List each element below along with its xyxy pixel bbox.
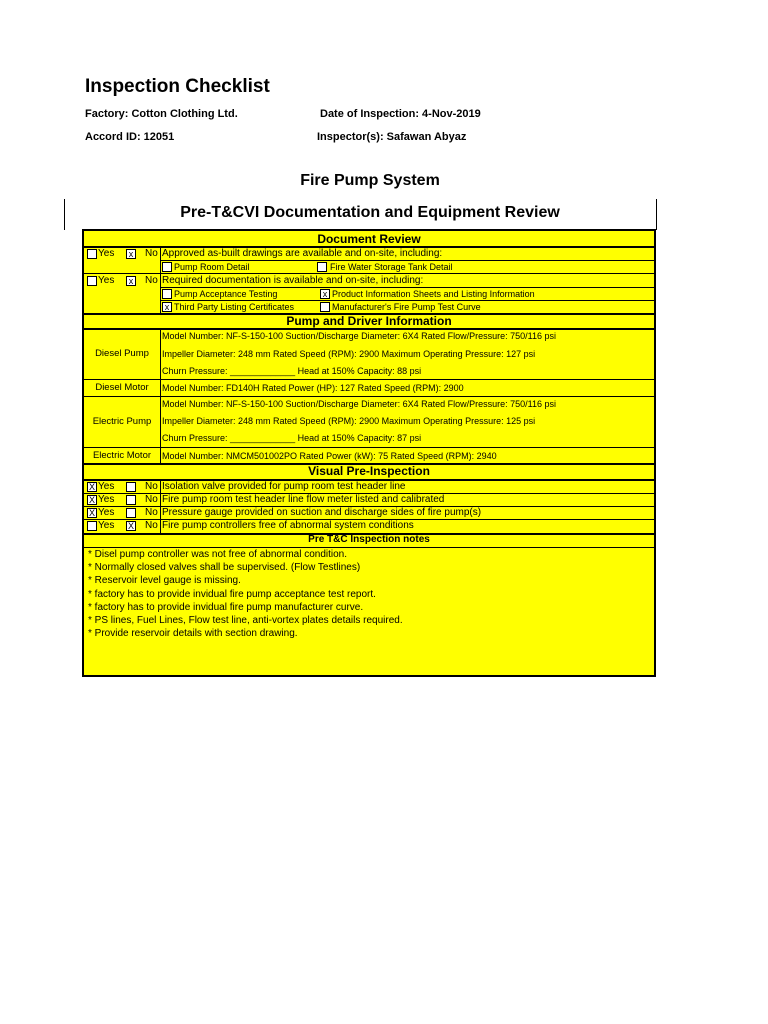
vpi-row4-text: Fire pump controllers free of abnormal system conditions [162, 520, 414, 531]
listing-cert-label: Third Party Listing Certificates [174, 302, 295, 312]
inspection-date: Date of Inspection: 4-Nov-2019 [320, 108, 481, 120]
note-line: * factory has to provide invidual fire pump manufacturer curve. [88, 601, 364, 613]
diesel-pump-label: Diesel Pump [95, 348, 149, 359]
vpi-row4-yes-checkbox[interactable] [87, 521, 97, 531]
electric-pump-line2: Impeller Diameter: 248 mm Rated Speed (RPM): 2900 Maximum Operating Pressure: 125 psi [162, 416, 536, 426]
no-label: No [145, 481, 158, 492]
pump-room-detail-checkbox[interactable] [162, 262, 172, 272]
diesel-motor-label: Diesel Motor [95, 382, 149, 393]
visual-pre-inspection-heading: Visual Pre-Inspection [308, 464, 430, 478]
listing-cert-checkbox[interactable]: x [162, 302, 172, 312]
notes-list [88, 548, 403, 640]
notes-heading: Pre T&C Inspection notes [308, 534, 430, 545]
vpi-row2-text: Fire pump room test header line flow meter listed and calibrated [162, 494, 445, 505]
row2-no-checkbox[interactable]: x [126, 276, 136, 286]
acceptance-testing-label: Pump Acceptance Testing [174, 289, 278, 299]
divider [84, 396, 654, 397]
no-label: No [145, 507, 158, 518]
document-review-heading: Document Review [317, 232, 421, 246]
column-divider [160, 328, 161, 463]
note-line: * Reservoir level gauge is missing. [88, 575, 241, 587]
yes-label: Yes [98, 481, 115, 492]
pump-driver-heading: Pump and Driver Information [286, 314, 452, 328]
note-line: * Disel pump controller was not free of abnormal condition. [88, 549, 348, 560]
system-title: Fire Pump System [300, 172, 440, 189]
electric-motor-line1: Model Number: NMCM501002PO Rated Power (kW): 75 Rated Speed (RPM): 2940 [162, 451, 497, 461]
inspectors: Inspector(s): Safawan Abyaz [317, 131, 467, 143]
row2-yes-checkbox[interactable] [87, 276, 97, 286]
electric-pump-label: Electric Pump [92, 416, 152, 427]
vpi-row3-text: Pressure gauge provided on suction and discharge sides of fire pump(s) [162, 507, 482, 518]
vpi-row2-yes-checkbox[interactable]: X [88, 495, 95, 505]
vpi-row1-text: Isolation valve provided for pump room test header line [162, 481, 406, 492]
divider [84, 447, 654, 448]
divider [84, 379, 654, 380]
row1-question: Approved as-built drawings are available and on-site, including: [162, 248, 443, 259]
row2-question: Required documentation is available and on-site, including: [162, 275, 424, 286]
no-label: No [145, 494, 158, 505]
row1-no-checkbox[interactable]: x [126, 249, 136, 259]
test-curve-label: Manufacturer's Fire Pump Test Curve [332, 302, 481, 312]
note-line: * Provide reservoir details with section drawing. [88, 628, 298, 640]
column-divider [160, 246, 161, 314]
diesel-pump-line1: Model Number: NF-S-150-100 Suction/Discharge Diameter: 6X4 Rated Flow/Pressure: 750/116 psi [162, 331, 557, 341]
vpi-row3-yes-checkbox[interactable]: X [88, 508, 95, 518]
vpi-row3-no-checkbox[interactable] [126, 508, 136, 518]
storage-tank-detail-checkbox[interactable] [317, 262, 327, 272]
electric-pump-line1: Model Number: NF-S-150-100 Suction/Discharge Diameter: 6X4 Rated Flow/Pressure: 750/116 psi [162, 399, 557, 409]
yes-label: Yes [98, 494, 115, 505]
divider [84, 273, 654, 274]
diesel-pump-line2: Impeller Diameter: 248 mm Rated Speed (RPM): 2900 Maximum Operating Pressure: 127 psi [162, 349, 536, 359]
vpi-row2-no-checkbox[interactable] [126, 495, 136, 505]
electric-motor-label: Electric Motor [92, 450, 152, 461]
storage-tank-detail-label: Fire Water Storage Tank Detail [330, 262, 453, 272]
no-label: No [145, 275, 158, 286]
page-title: Inspection Checklist [85, 76, 270, 97]
acceptance-testing-checkbox[interactable] [162, 289, 172, 299]
accord-id: Accord ID: 12051 [85, 131, 175, 143]
vpi-row1-no-checkbox[interactable] [126, 482, 136, 492]
diesel-pump-line3: Churn Pressure: _____________ Head at 150% Capacity: 88 psi [162, 366, 422, 376]
note-line: * Normally closed valves shall be supervised. (Flow Testlines) [88, 562, 361, 574]
yes-label: Yes [98, 275, 115, 286]
section-subtitle: Pre-T&CVI Documentation and Equipment Review [180, 204, 560, 221]
product-info-checkbox[interactable]: x [320, 289, 330, 299]
yes-label: Yes [98, 507, 115, 518]
no-label: No [145, 248, 158, 259]
product-info-label: Product Information Sheets and Listing Information [332, 289, 535, 299]
vpi-row4-no-checkbox[interactable]: X [127, 521, 134, 531]
note-line: * factory has to provide invidual fire pump acceptance test report. [88, 588, 376, 600]
vpi-row1-yes-checkbox[interactable]: X [88, 482, 95, 492]
column-divider [160, 479, 161, 533]
row1-yes-checkbox[interactable] [87, 249, 97, 259]
yes-label: Yes [98, 248, 115, 259]
factory-label: Factory: Cotton Clothing Ltd. [85, 108, 238, 120]
diesel-motor-line1: Model Number: FD140H Rated Power (HP): 127 Rated Speed (RPM): 2900 [162, 383, 464, 393]
test-curve-checkbox[interactable] [320, 302, 330, 312]
note-line: * PS lines, Fuel Lines, Flow test line, anti-vortex plates details required. [88, 615, 403, 627]
yes-label: Yes [98, 520, 115, 531]
pump-room-detail-label: Pump Room Detail [174, 262, 250, 272]
no-label: No [145, 520, 158, 531]
checklist-table [82, 229, 656, 677]
electric-pump-line3: Churn Pressure: _____________ Head at 150% Capacity: 87 psi [162, 433, 422, 443]
